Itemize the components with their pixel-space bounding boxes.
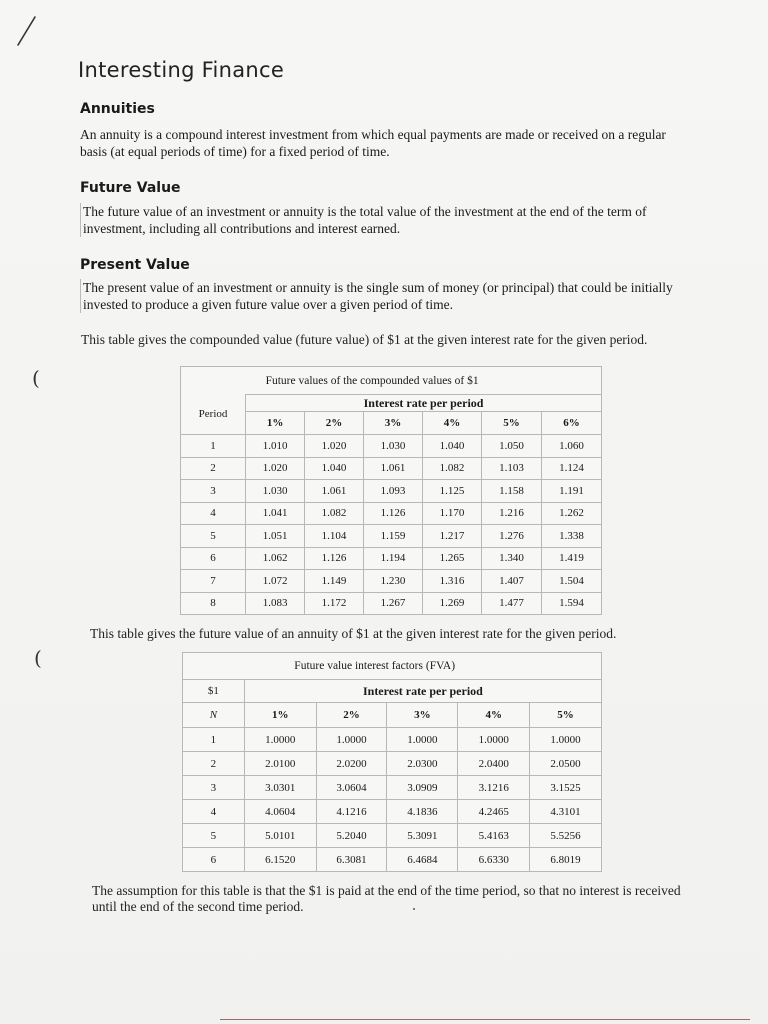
table2-cell: 1.0000 [530, 728, 602, 752]
table2-cell: 4.2465 [458, 800, 530, 824]
table-row [183, 728, 602, 752]
table2-subtitle: Interest rate per period [244, 680, 601, 703]
table2-cell: 5.4163 [458, 824, 530, 848]
table2-cell: 2.0100 [244, 752, 316, 776]
table1-cell: 1.062 [246, 547, 305, 570]
table2-cell: 6.6330 [458, 848, 530, 872]
table1-title: Future values of the compounded values of $1 [246, 367, 602, 395]
table2-cell: 5.2040 [316, 824, 387, 848]
table1-cell: 1.158 [481, 480, 541, 503]
table1-cell: 1.269 [422, 592, 481, 615]
table1-cell: 1.170 [422, 502, 481, 525]
table1-cell: 1.041 [246, 502, 305, 525]
table1-cell: 1.061 [305, 480, 364, 503]
table1-cell: 1.126 [364, 502, 423, 525]
table1-cell: 3 [181, 480, 246, 503]
table1-cell: 1.020 [246, 457, 305, 480]
table2-cell: 2.0400 [458, 752, 530, 776]
table1-cell: 1.103 [481, 457, 541, 480]
table1-cell: 1.276 [481, 525, 541, 548]
table1-cell: 1.082 [305, 502, 364, 525]
table-row [181, 480, 602, 503]
table2-cell: 1.0000 [316, 728, 387, 752]
table1-corner [181, 367, 246, 395]
page-bottom-edge [220, 1019, 750, 1020]
table2-footnote: The assumption for this table is that the $1 is paid at the end of the time period, so that no interest is received until the end of the second time period. [92, 883, 681, 914]
table2-intro: This table gives the future value of an annuity of $1 at the given interest rate for the given period. [90, 626, 617, 641]
table1-cell: 1.060 [541, 435, 601, 458]
table1-col-header: 2% [305, 412, 364, 435]
ink-speck [413, 908, 415, 910]
table2-cell: 1 [183, 728, 245, 752]
table2-cell: 4.1836 [387, 800, 458, 824]
table2-cell: 3.1525 [530, 776, 602, 800]
table1-cell: 1.262 [541, 502, 601, 525]
table1-cell: 1.477 [481, 592, 541, 615]
table2-cell: 6.8019 [530, 848, 602, 872]
table1-cell: 1.230 [364, 570, 423, 593]
table2-cell: 5 [183, 824, 245, 848]
table1-cell: 1.126 [305, 547, 364, 570]
table2-cell: 3.0604 [316, 776, 387, 800]
table2-cell: 3.0909 [387, 776, 458, 800]
table1-cell: 4 [181, 502, 246, 525]
table2-cell: 1.0000 [458, 728, 530, 752]
table1-cell: 5 [181, 525, 246, 548]
table1-subtitle: Interest rate per period [246, 395, 602, 412]
table1-intro: This table gives the compounded value (future value) of $1 at the given interest rate for the given period. [81, 332, 648, 347]
table-row [181, 457, 602, 480]
table1-cell: 1.040 [422, 435, 481, 458]
table2-corner [183, 653, 245, 680]
table1-cell: 1.504 [541, 570, 601, 593]
table1-cell: 2 [181, 457, 246, 480]
heading-present-value: Present Value [80, 257, 190, 273]
table1-cell: 1.082 [422, 457, 481, 480]
annuity-factors-table [182, 652, 602, 872]
table1-cell: 1.040 [305, 457, 364, 480]
margin-mark: ( [32, 366, 40, 390]
table2-cell: 2.0500 [530, 752, 602, 776]
table1-cell: 1 [181, 435, 246, 458]
table2-cell: 4.1216 [316, 800, 387, 824]
table1-cell: 1.191 [541, 480, 601, 503]
table1-cell: 1.216 [481, 502, 541, 525]
heading-future-value: Future Value [80, 180, 181, 196]
table1-cell: 1.072 [246, 570, 305, 593]
table1-cell: 1.267 [364, 592, 423, 615]
table1-cell: 1.061 [364, 457, 423, 480]
table1-row-header: Period [181, 395, 246, 435]
table2-cell: 4 [183, 800, 245, 824]
table2-cell: 1.0000 [387, 728, 458, 752]
table1-cell: 8 [181, 592, 246, 615]
table1-cell: 1.030 [364, 435, 423, 458]
annuities-text: An annuity is a compound interest investment from which equal payments are made or received on a regular basis (at equal periods of time) for a fixed period of time. [80, 127, 666, 159]
table2-row-header: N [183, 703, 245, 728]
table1-cell: 1.172 [305, 592, 364, 615]
table1-cell: 1.217 [422, 525, 481, 548]
table1-cell: 1.159 [364, 525, 423, 548]
table1-cell: 1.051 [246, 525, 305, 548]
table2-cell: 5.3091 [387, 824, 458, 848]
table1-cell: 1.194 [364, 547, 423, 570]
table-row [183, 752, 602, 776]
pen-stroke-mark [14, 14, 38, 48]
table1-cell: 1.340 [481, 547, 541, 570]
table1-cell: 1.050 [481, 435, 541, 458]
table2-cell: 2.0300 [387, 752, 458, 776]
table2-cell: 2.0200 [316, 752, 387, 776]
table1-col-header: 3% [364, 412, 423, 435]
compounded-values-table [180, 366, 602, 615]
table-row [181, 502, 602, 525]
present-value-text: The present value of an investment or annuity is the single sum of money (or principal) that could be initially invested to produce a given future value over a given period of time. [80, 279, 695, 313]
table1-cell: 1.124 [541, 457, 601, 480]
table1-cell: 1.020 [305, 435, 364, 458]
table1-cell: 1.594 [541, 592, 601, 615]
table2-cell: 1.0000 [244, 728, 316, 752]
table-row [181, 570, 602, 593]
table1-col-header: 5% [481, 412, 541, 435]
table1-cell: 1.010 [246, 435, 305, 458]
table2-cell: 3.1216 [458, 776, 530, 800]
heading-annuities: Annuities [80, 101, 155, 117]
page-title: Interesting Finance [78, 58, 285, 82]
table2-cell: 4.0604 [244, 800, 316, 824]
table1-cell: 1.316 [422, 570, 481, 593]
table-row [183, 824, 602, 848]
table2-col-header: 4% [458, 703, 530, 728]
table2-col-header: 2% [316, 703, 387, 728]
margin-mark: ( [34, 646, 42, 670]
table2-col-header: 3% [387, 703, 458, 728]
table2-col-header: 5% [530, 703, 602, 728]
table1-cell: 7 [181, 570, 246, 593]
table1-cell: 1.030 [246, 480, 305, 503]
table-row [181, 435, 602, 458]
table2-cell: 6.3081 [316, 848, 387, 872]
table-row [181, 525, 602, 548]
table2-cell: 6.1520 [244, 848, 316, 872]
table1-cell: 1.419 [541, 547, 601, 570]
future-value-text: The future value of an investment or annuity is the total value of the investment at the end of the term of investment, including all contributions and interest earned. [80, 203, 695, 237]
table-row [183, 800, 602, 824]
table1-cell: 1.149 [305, 570, 364, 593]
table1-cell: 1.104 [305, 525, 364, 548]
table1-cell: 1.093 [364, 480, 423, 503]
table2-cell: 4.3101 [530, 800, 602, 824]
table-row [183, 848, 602, 872]
table-row [183, 776, 602, 800]
table1-cell: 1.338 [541, 525, 601, 548]
table1-cell: 1.407 [481, 570, 541, 593]
table1-col-header: 4% [422, 412, 481, 435]
table2-cell: 5.0101 [244, 824, 316, 848]
table1-col-header: 1% [246, 412, 305, 435]
table2-col-header: 1% [244, 703, 316, 728]
table2-corner-label: $1 [183, 680, 245, 703]
table2-cell: 3.0301 [244, 776, 316, 800]
table2-cell: 6 [183, 848, 245, 872]
table1-cell: 1.265 [422, 547, 481, 570]
table2-cell: 6.4684 [387, 848, 458, 872]
table1-cell: 1.083 [246, 592, 305, 615]
table-row [181, 592, 602, 615]
table1-cell: 1.125 [422, 480, 481, 503]
table1-col-header: 6% [541, 412, 601, 435]
table2-cell: 3 [183, 776, 245, 800]
table-row [181, 547, 602, 570]
table2-cell: 2 [183, 752, 245, 776]
table2-cell: 5.5256 [530, 824, 602, 848]
table1-cell: 6 [181, 547, 246, 570]
table2-title: Future value interest factors (FVA) [244, 653, 601, 680]
